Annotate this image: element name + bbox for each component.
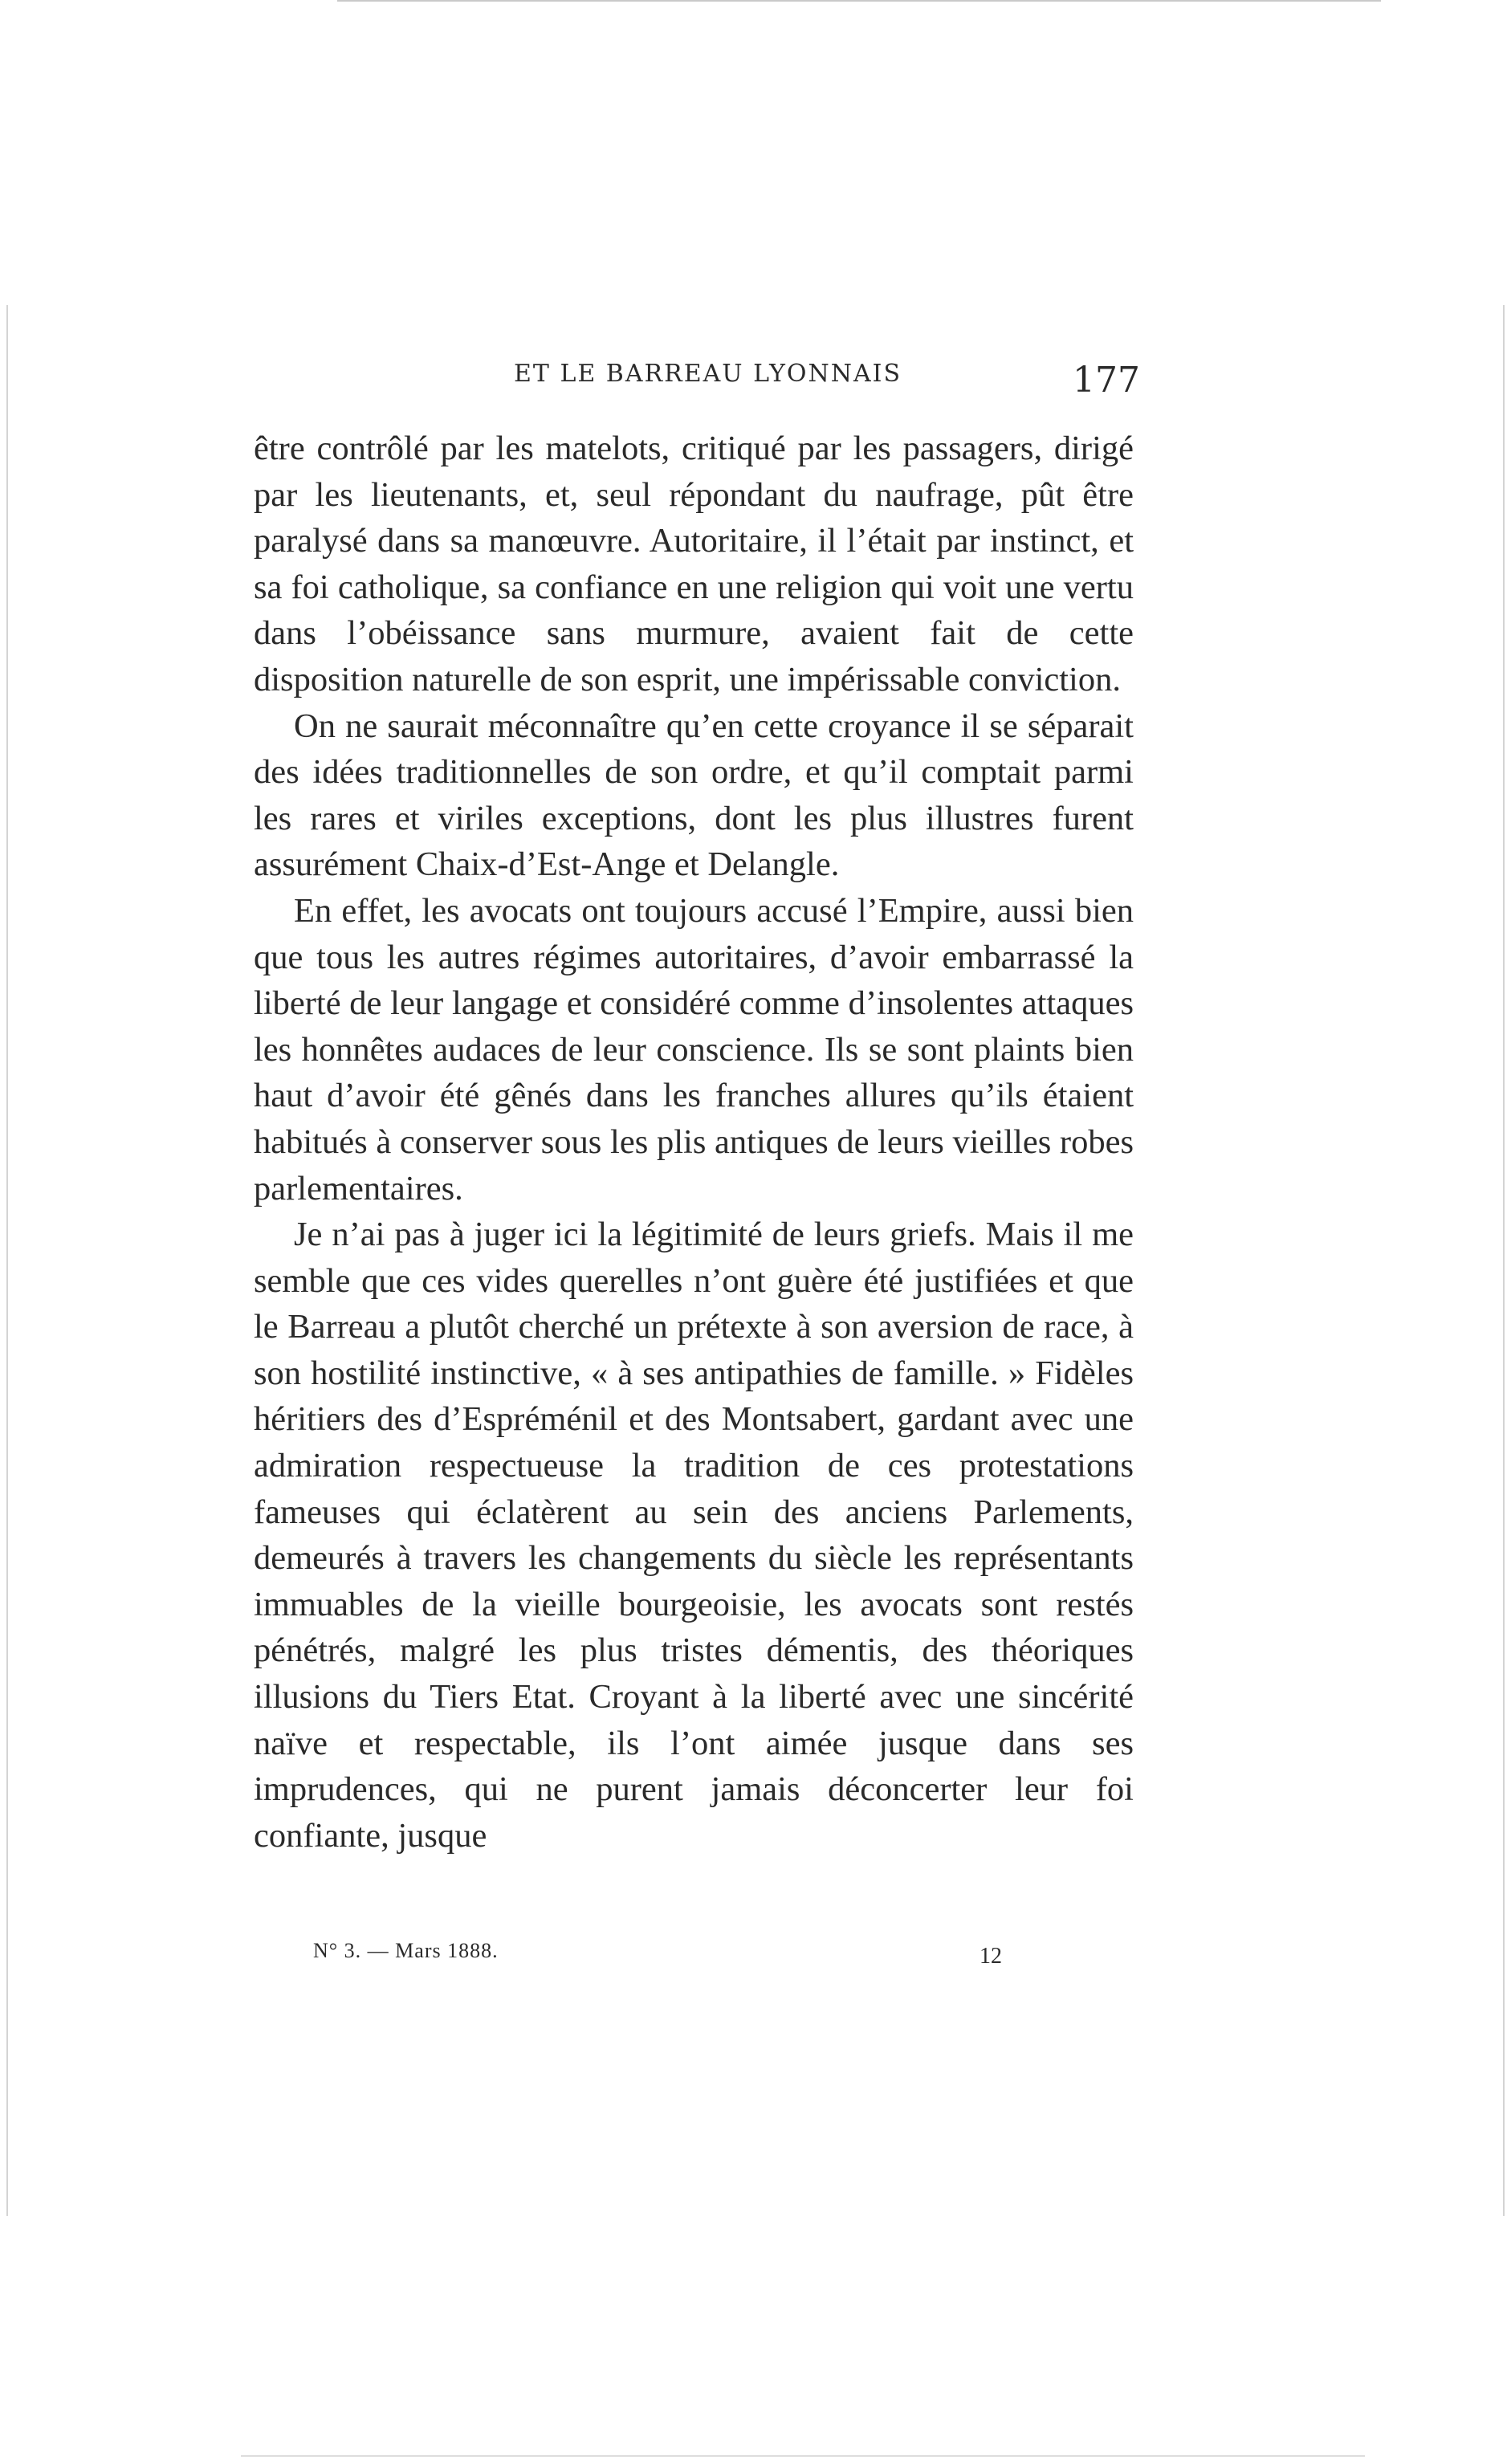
scan-edge-top <box>337 0 1381 2</box>
scan-edge-left <box>6 305 8 2216</box>
running-title: ET LE BARREAU LYONNAIS <box>514 360 902 388</box>
scan-edge-right <box>1503 305 1505 2216</box>
body-text <box>254 426 1134 1859</box>
page-footer <box>313 1939 1036 1979</box>
paragraph-continued: être contrôlé par les matelots, critiqué par les passagers, dirigé par les lieutenants, et, seul répondant du naufrage, pût être paralysé dans sa manœuvre. Autoritaire, il l’était par instinct, et sa foi catholique, sa confiance en une religion qui voit une vertu dans l’obéissance sans murmure, avaient fait de cette disposition naturelle de son esprit, une impérissable conviction. <box>254 430 1134 698</box>
paragraph: Je n’ai pas à juger ici la légitimité de leurs griefs. Mais il me semble que ces vides querelles n’ont guère été justifiées et que le Barreau a plutôt cherché un prétexte à son aversion de race, à son hostilité instinctive, « à ses antipathies de famille. » Fidèles héritiers des d’Espréménil et des Montsabert, gardant avec une admiration respectueuse la tradition de ces protestations fameuses qui éclatèrent au sein des anciens Parlements, demeurés à travers les changements du siècle les représentants immuables de la vieille bourgeoisie, les avocats sont restés pénétrés, malgré les plus tristes démentis, des théoriques illusions du Tiers Etat. Croyant à la liberté avec une sincérité naïve et respectable, ils l’ont aimée jusque dans ses imprudences, qui ne purent jamais déconcerter leur foi confiante, jusque <box>254 1216 1134 1855</box>
scan-edge-bottom <box>241 2455 1365 2457</box>
signature-mark: 12 <box>980 1944 1002 1969</box>
issue-reference: N° 3. — Mars 1888. <box>313 1939 499 1962</box>
paragraph: En effet, les avocats ont toujours accusé l’Empire, aussi bien que tous les autres régimes autoritaires, d’avoir embarrassé la liberté de leur langage et considéré comme d’insolentes attaques les honnêtes audaces de leur conscience. Ils se sont plaints bien haut d’avoir été gênés dans les franches allures qu’ils étaient habitués à conserver sous les plis antiques de leurs vieilles robes parlementaires. <box>254 891 1134 1208</box>
page-header <box>257 360 1156 416</box>
page-number: 177 <box>1073 360 1140 401</box>
paragraph: On ne saurait méconnaître qu’en cette croyance il se séparait des idées traditionnelles de son ordre, et qu’il comptait parmi les rares et viriles exceptions, dont les plus illustres furent assurément Chaix-d’Est-Ange et Delangle. <box>254 707 1134 884</box>
